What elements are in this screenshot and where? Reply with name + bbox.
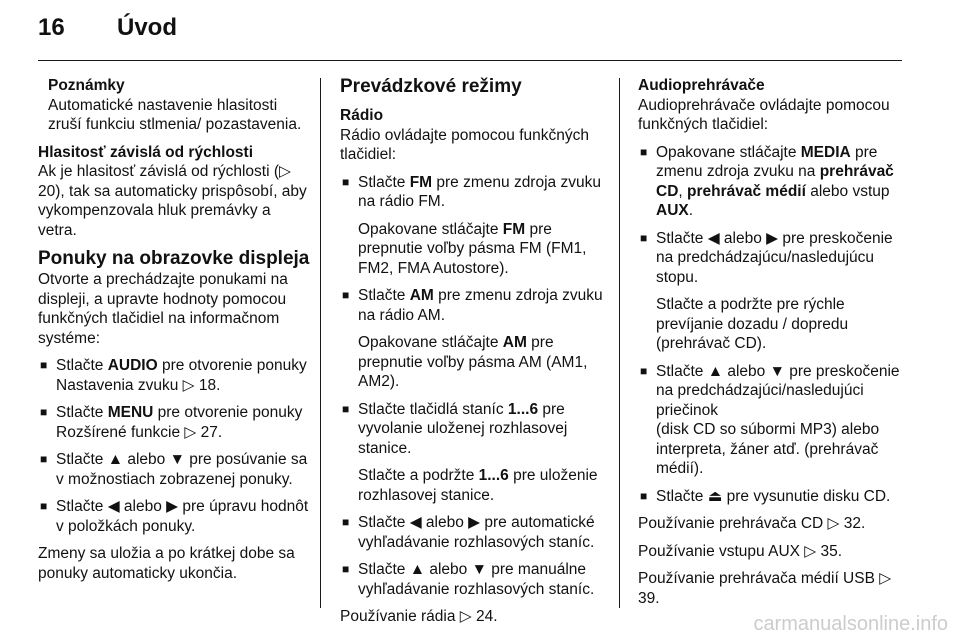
key-label: 1...6: [478, 467, 509, 484]
menu-outro: Zmeny sa uložia a po krátkej dobe sa ponuky automaticky ukončia.: [38, 545, 295, 582]
list-item: ■ Stlačte MENU pre otvorenie ponuky Rozšírené funkcie ▷ 27.: [40, 404, 303, 441]
key-label: FM: [409, 173, 433, 191]
list-item: ■ Stlačte ▲ alebo ▼ pre preskočenie na predchádzajúci/nasledujúci priečinok: [640, 362, 900, 419]
list-item: ■ Stlačte ◀ alebo ▶ pre preskočenie na predchádzajúcu/nasledujúcu stopu.: [640, 229, 893, 286]
list-item: ■ Stlačte ◀ alebo ▶ pre automatické vyhľadávanie rozhlasových staníc.: [342, 514, 595, 551]
note-title: Poznámky: [48, 77, 125, 94]
list-item: ■ Stlačte ▲ alebo ▼ pre posúvanie sa v možnostiach zobrazenej ponuky.: [40, 451, 308, 488]
menu-list: [38, 356, 310, 536]
page-number: 16: [38, 14, 65, 41]
page-header: [0, 0, 960, 60]
speed-volume-text: Ak je hlasitosť závislá od rýchlosti (▷ 20), tak sa automaticky prispôsobí, aby vykompenzovala hluk premávky a vetra.: [38, 163, 307, 239]
bullet-icon: ■: [640, 230, 648, 245]
list-item: ■ Stlačte ▲ alebo ▼ pre manuálne vyhľadávanie rozhlasových staníc.: [342, 561, 595, 598]
audio-players-title: Audioprehrávače: [638, 77, 765, 94]
bullet-icon: ■: [40, 452, 48, 466]
list-item: ■ Stlačte AM pre zmenu zdroja zvuku na rádio AM.: [342, 287, 603, 324]
key-label: 1...6: [507, 400, 539, 418]
operating-modes-heading: Prevádzkové režimy: [340, 76, 522, 97]
bullet-icon: ■: [640, 144, 648, 159]
list-subtext: Opakovane stláčajte FM pre prepnutie voľby pásma FM (FM1, FM2, FMA Autostore).: [358, 220, 587, 277]
list-item: ■ Stlačte FM pre zmenu zdroja zvuku na rádio FM.: [342, 173, 601, 210]
bullet-icon: ■: [40, 405, 48, 419]
header-rule: [38, 60, 902, 61]
bullet-icon: ■: [342, 562, 350, 576]
bullet-icon: ■: [342, 401, 350, 416]
note-box: [48, 76, 310, 135]
bullet-icon: ■: [342, 174, 350, 189]
list-subtext: Stlačte a podržte pre rýchle prevíjanie dozadu / dopredu (prehrávač CD).: [656, 296, 849, 352]
note-text: Automatické nastavenie hlasitosti zruší funkciu stlmenia/ pozastavenia.: [48, 96, 302, 133]
list-item: ■ Stlačte tlačidlá staníc 1...6 pre vyvolanie uloženej rozhlasovej stanice.: [342, 400, 568, 457]
menu-intro: Otvorte a prechádzajte ponukami na displeji, a upravte hodnoty pomocou funkčných tlačidiel na informačnom systéme:: [38, 271, 288, 347]
column-divider-2: [619, 78, 620, 608]
bullet-icon: ■: [40, 499, 48, 513]
list-item: ■ Stlačte ◀ alebo ▶ pre úpravu hodnôt v položkách ponuky.: [40, 498, 309, 535]
column-1: [38, 76, 310, 591]
usb-usage-link: Používanie prehrávača médií USB ▷ 39.: [638, 570, 892, 607]
menu-heading: Ponuky na obrazovke displeja: [38, 248, 310, 269]
bullet-icon: ■: [342, 288, 350, 302]
list-subtext: (disk CD so súbormi MP3) alebo interpreta, žáner atď. (prehrávač médií).: [656, 421, 880, 477]
bullet-icon: ■: [640, 363, 648, 378]
radio-list: [340, 173, 608, 600]
radio-title: Rádio: [340, 107, 384, 124]
radio-intro: Rádio ovládajte pomocou funkčných tlačidiel:: [340, 126, 590, 163]
audio-players-intro: Audioprehrávače ovládajte pomocou funkčných tlačidiel:: [638, 96, 890, 133]
key-label: MENU: [107, 404, 154, 421]
key-label: AM: [502, 334, 527, 351]
key-label: FM: [502, 220, 526, 238]
column-divider-1: [320, 78, 321, 608]
bullet-icon: ■: [40, 358, 48, 372]
cd-usage-link: Používanie prehrávača CD ▷ 32.: [638, 515, 866, 532]
bullet-icon: ■: [640, 488, 648, 503]
column-2: [340, 76, 608, 635]
list-item: ■ Stlačte ⏏ pre vysunutie disku CD.: [640, 487, 891, 505]
column-3: [638, 76, 908, 616]
key-label: AM: [409, 287, 434, 304]
list-subtext: Opakovane stláčajte AM pre prepnutie voľby pásma AM (AM1, AM2).: [358, 334, 588, 390]
key-label: AUDIO: [107, 357, 158, 374]
list-subtext: Stlačte a podržte 1...6 pre uloženie rozhlasovej stanice.: [358, 467, 598, 504]
list-item: ■ Opakovane stláčajte MEDIA pre zmenu zdroja zvuku na prehrávač CD, prehrávač médií alebo vstup AUX.: [640, 143, 894, 219]
aux-usage-link: Používanie vstupu AUX ▷ 35.: [638, 542, 843, 560]
bullet-icon: ■: [342, 515, 350, 529]
audio-list: [638, 143, 908, 507]
section-title: Úvod: [117, 14, 177, 41]
radio-usage-link: Používanie rádia ▷ 24.: [340, 608, 498, 625]
speed-volume-title: Hlasitosť závislá od rýchlosti: [38, 143, 254, 161]
watermark: carmanualsonline.info: [753, 613, 948, 635]
list-item: ■ Stlačte AUDIO pre otvorenie ponuky Nastavenia zvuku ▷ 18.: [40, 357, 307, 394]
